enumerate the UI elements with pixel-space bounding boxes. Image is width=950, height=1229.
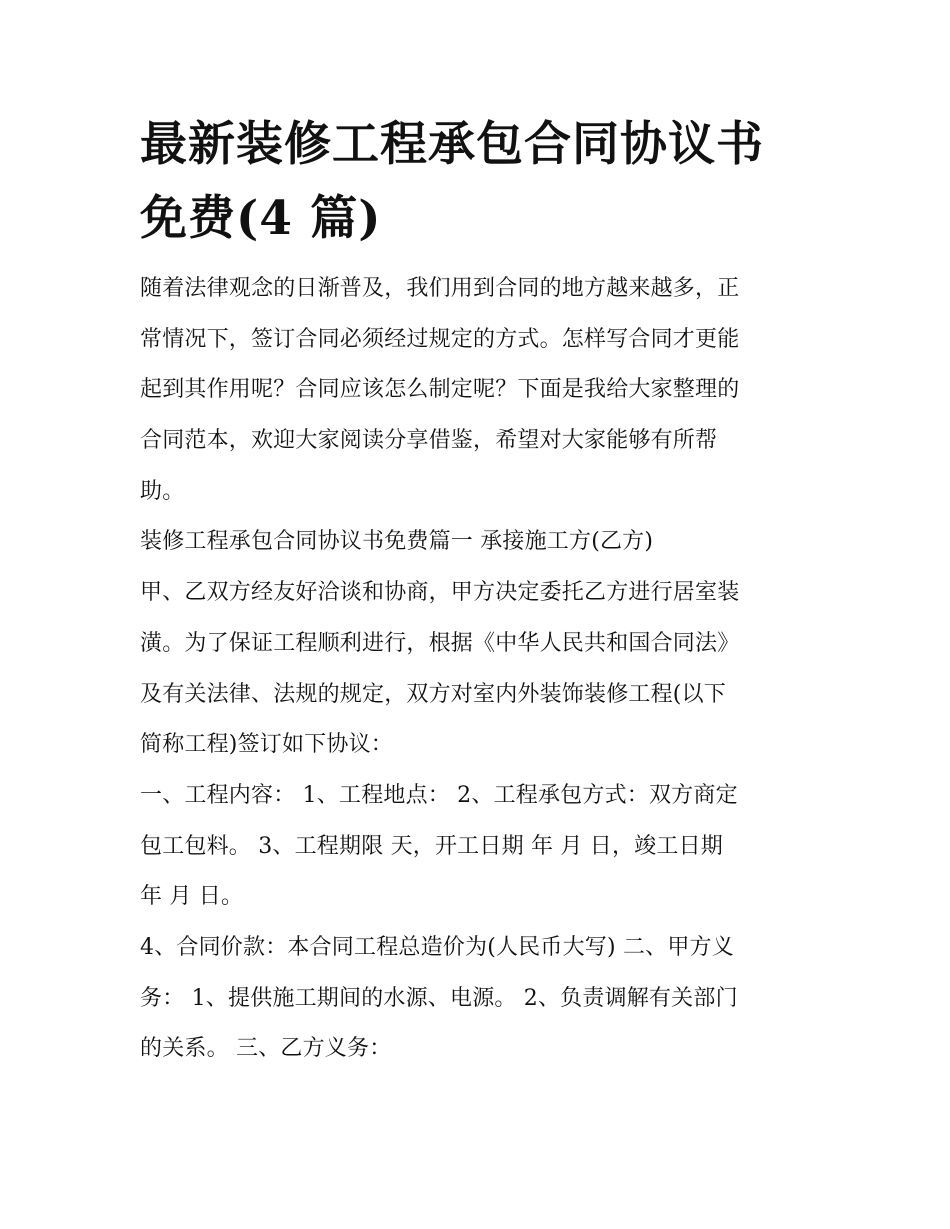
document-title <box>140 108 820 256</box>
clause-line-5: 务： 1、提供施工期间的水源、电源。 2、负责调解有关部门 <box>140 985 738 1011</box>
section-heading-1: 装修工程承包合同协议书免费篇一 承接施工方(乙方) <box>140 529 654 555</box>
clause-line-1: 一、工程内容： 1、工程地点： 2、工程承包方式：双方商定 <box>140 782 738 808</box>
title-line-1: 最新装修工程承包合同协议书 <box>140 117 764 172</box>
clause-line-6: 的关系。 三、乙方义务： <box>140 1036 392 1062</box>
agreement-line-2: 潢。为了保证工程顺利进行，根据《中华人民共和国合同法》 <box>140 630 740 656</box>
intro-line-3: 起到其作用呢？合同应该怎么制定呢？下面是我给大家整理的 <box>140 377 740 403</box>
document-body <box>140 264 820 1075</box>
intro-line-2: 常情况下，签订合同必须经过规定的方式。怎样写合同才更能 <box>140 326 740 352</box>
clause-line-2: 包工包料。 3、工程期限 天，开工日期 年 月 日，竣工日期 <box>140 833 723 859</box>
clause-line-3: 年 月 日。 <box>140 884 244 910</box>
clause-line-4: 4、合同价款：本合同工程总造价为(人民币大写) 二、甲方义 <box>140 934 734 960</box>
document-page <box>140 108 820 1075</box>
agreement-line-4: 简称工程)签订如下协议： <box>140 732 393 758</box>
intro-line-4: 合同范本，欢迎大家阅读分享借鉴，希望对大家能够有所帮 <box>140 428 718 454</box>
agreement-line-1: 甲、乙双方经友好洽谈和协商，甲方决定委托乙方进行居室装 <box>140 580 740 606</box>
intro-line-1: 随着法律观念的日渐普及，我们用到合同的地方越来越多，正 <box>140 276 740 301</box>
agreement-line-3: 及有关法律、法规的规定，双方对室内外装饰装修工程(以下 <box>140 681 726 707</box>
intro-line-5: 助。 <box>140 478 185 504</box>
title-line-2: 免费(4 篇) <box>140 191 382 246</box>
